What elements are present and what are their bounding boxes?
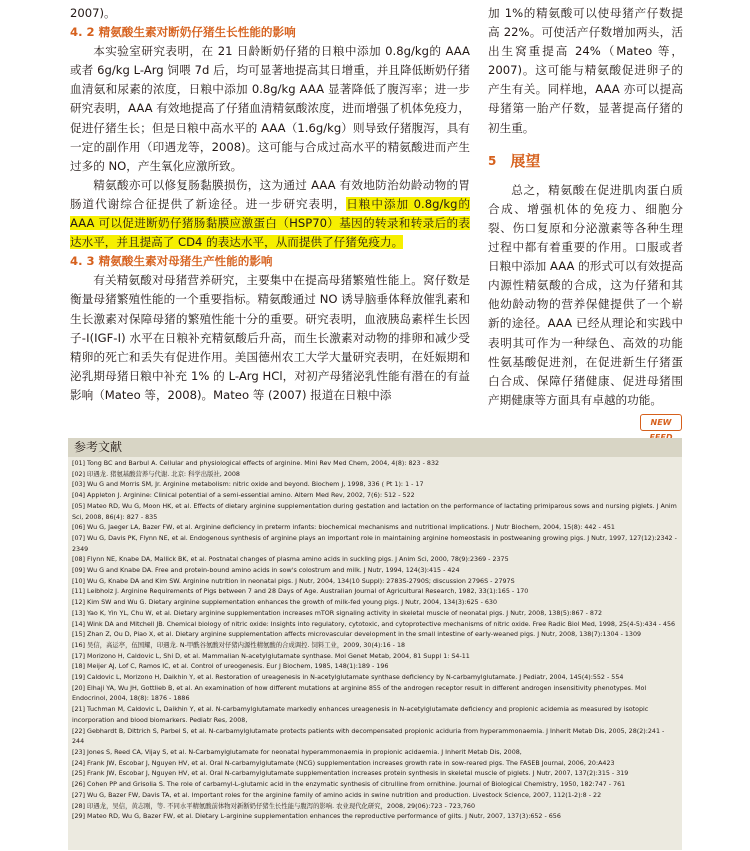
reference-item: [27] Wu G, Bazer FW, Davis TA, et al. Important roles for the arginine family of amino acids in swine nutrition and production. Livestock Science, 2007, 112(1-2):8 - 22 [72, 791, 602, 799]
reference-item: [26] Cohen PP and Grisolia S. The role of carbamyl-L-glutamic acid in the enzymatic synthesis of citrulline from ornithine. Journal of Biological Chemistry, 1950, 182:747 - 761 [72, 781, 626, 789]
section-5-title: 展望 [510, 151, 541, 170]
section-5-number: 5 [488, 153, 497, 168]
right-column [488, 4, 683, 410]
reference-item: [17] Morizono H, Caldovic L, Shi D, et al. Mammalian N-acetylglutamate synthase. Mol Genet Metab, 2004, 81 Suppl 1: S4-11 [72, 652, 470, 660]
reference-item: [24] Frank JW, Escobar J, Nguyen HV, et al. Oral N-carbamylglutamate (NCG) supplementation increases growth rate in sow-reared pigs. The FASEB Journal, 2006, 20:A423 [72, 759, 615, 767]
new-feed-logo: NEW [640, 414, 682, 431]
paragraph-right-2: 总之，精氨酸在促进肌肉蛋白质合成、增强机体的免疫力、细胞分裂、伤口复原和分泌激素等各种生理过程中都有着重要的作用。口服或者日粮中添加 AAA 的形式可以有效提高内源性精氨酸的合成，这为仔猪和其他幼龄动物的营养保健提供了一个崭新的途径。AAA 已经从理论和实践中表明其可作为一种绿色、高效的功能性氨基酸促进剂，在促进新生仔猪蛋白合成、保障仔猪健康、促进母猪围产期健康等方面具有卓越的功能。 [488, 182, 683, 407]
reference-item: [22] Gebhardt B, Dittrich S, Parbel S, et al. N-carbamylglutamate protects patients with decompensated propionic aciduria from hyperammonaemia. J Inherit Metab Dis, 2005, 28(2):241 - 244 [72, 727, 665, 746]
reference-item: [04] Appleton J. Arginine: Clinical potential of a semi-essential amino. Altern Med Rev, 2002, 7(6): 512 - 522 [72, 492, 415, 500]
reference-item: [28] 印遇龙，吴信，黄志刚，等. 不同水平精氨酸前体物对新断奶仔猪生长性能与腹泻的影响. 农业现代化研究，2008, 29(06):723 - 723,760 [72, 802, 475, 810]
references-list [68, 457, 682, 823]
reference-item: [20] Elhaji YA, Wu JH, Gottlieb B, et al. An examination of how different mutations at arginine 855 of the androgen receptor result in different androgen insensitivity phenotypes. Mol Endocrinol, 2004, 18(8): 1876 - 1886 [72, 684, 647, 703]
reference-item: [18] Meijer AJ, Lof C, Ramos IC, et al. Control of ureogenesis. Eur J Biochem, 1985, 148(1):189 - 196 [72, 663, 389, 671]
reference-item: [02] 印遇龙. 猪氨基酸营养与代谢. 北京: 科学出版社, 2008 [72, 470, 240, 478]
reference-item: [29] Mateo RD, Wu G, Bazer FW, et al. Dietary L-arginine supplementation enhances the reproductive performance of gilts. J Nutr, 2007, 137(3):652 - 656 [72, 813, 561, 821]
section-5-heading [488, 152, 683, 171]
section-4-3-heading: 4. 3 精氨酸生素对母猪生产性能的影响 [70, 254, 273, 269]
reference-item: [10] Wu G, Knabe DA and Kim SW. Arginine nutrition in neonatal pigs. J Nutr, 2004, 134(10 Suppl): 2783S-2790S; discussion 2796S - 2797S [72, 577, 515, 585]
reference-item: [15] Zhan Z, Ou D, Piao X, et al. Dietary arginine supplementation affects microvascular development in the small intestine of early-weaned pigs. J Nutr, 2008, 138(7):1304 - 1309 [72, 631, 642, 639]
reference-item: [23] Jones S, Reed CA, Vijay S, et al. N-Carbamylglutamate for neonatal hyperammonaemia in propionic acidaemia. J Inherit Metab Dis, 2008, [72, 748, 522, 756]
reference-item: [07] Wu G, Davis PK, Flynn NE, et al. Endogenous synthesis of arginine plays an important role in maintaining arginine homeostasis in postweaning growing pigs. J Nutr, 1997, 127(12):2342 - 2349 [72, 534, 677, 553]
reference-item: [25] Frank JW, Escobar J, Nguyen HV, et al. Oral N-carbamylglutamate supplementation increases protein synthesis in skeletal muscle of piglets. J Nutr, 2007, 137(2):315 - 319 [72, 770, 629, 778]
reference-item: [11] Leibholz J. Arginine Requirements of Pigs between 7 and 28 Days of Age. Australian Journal of Agricultural Research, 1982, 33(1):165 - 170 [72, 588, 529, 596]
references-title: 参考文献 [68, 438, 682, 457]
paragraph-4-2-a: 本实验室研究表明，在 21 日龄断奶仔猪的日粮中添加 0.8g/kg的 AAA 或者 6g/kg L-Arg 饲喂 7d 后，均可显著地提高其日增重，并且降低断奶仔猪血清氨和尿素的浓度，日粮中添加 0.8g/kg AAA 显著降低了腹泻率；进一步研究表明，AAA 有效地提高了仔猪血清精氨酸浓度，进而增强了机体免疫力，促进仔猪生长；但是日粮中高水平的 AAA（1.6g/kg）则导致仔猪腹泻，具有一定的副作用（印遇龙等，2008)。这可能与合成过高水平的精氨酸进而产生过多的 NO，产生氧化应激所致。 [70, 44, 470, 173]
references-box [68, 438, 682, 850]
reference-item: [09] Wu G and Knabe DA. Free and protein-bound amino acids in sow's colostrum and milk. J Nutr, 1994, 124(3):415 - 424 [72, 567, 460, 575]
paragraph-right-1: 加 1%的精氨酸可以使母猪产仔数提高 22%。可使活产仔数增加两头，活出生窝重提高 24%（Mateo 等，2007)。这可能与精氨酸促进卵子的产生有关。同样地，AAA 亦可以提高母猪第一胎产仔数，显著提高仔猪的初生重。 [488, 6, 683, 135]
reference-item: [21] Tuchman M, Caldovic L, Daikhin Y, et al. N-carbamylglutamate markedly enhances ureagenesis in N-acetylglutamate deficiency and propionic acidemia as measured by isotopic incorporation and blood biomarkers. Pediatr Res, 2008, [72, 706, 649, 724]
left-column [70, 4, 470, 405]
reference-item: [06] Wu G, Jaeger LA, Bazer FW, et al. Arginine deficiency in preterm infants: biochemical mechanisms and nutritional implications. J Nutr Biochem, 2004, 15(8): 442 - 451 [72, 524, 615, 532]
reference-item: [01] Tong BC and Barbul A. Cellular and physiological effects of arginine. Mini Rev Med Chem, 2004, 4(8): 823 - 832 [72, 460, 440, 467]
paragraph-4-2-b-text: 精氨酸亦可以修复肠黏膜损伤，这为通过 AAA 有效地防治幼龄动物的胃肠道代谢综合征提供了新途径。进一步研究表明， [70, 177, 470, 211]
reference-item: [13] Yao K, Yin YL, Chu W, et al. Dietary arginine supplementation increases mTOR signaling activity in skeletal muscle of neonatal pigs. J Nutr, 2008, 138(5):867 - 872 [72, 609, 603, 617]
top-line: 2007)。 [70, 6, 116, 20]
reference-item: [12] Kim SW and Wu G. Dietary arginine supplementation enhances the growth of milk-fed young pigs. J Nutr, 2004, 134(3):625 - 630 [72, 599, 498, 607]
reference-item: [08] Flynn NE, Knabe DA, Mallick BK, et al. Postnatal changes of plasma amino acids in suckling pigs. J Anim Sci, 2000, 78(9):2369 - 2375 [72, 556, 509, 564]
section-4-2-heading: 4. 2 精氨酸生素对断奶仔猪生长性能的影响 [70, 25, 296, 40]
reference-item: [14] Wink DA and Mitchell JB. Chemical biology of nitric oxide: Insights into regulatory, cytotoxic, and cytoprotective mechanisms of nitric oxide. Free Radic Biol Med, 1998, 25(4-5):434 - 456 [72, 620, 676, 628]
reference-item: [19] Caldovic L, Morizono H, Daikhin Y, et al. Restoration of ureagenesis in N-acetylglutamate synthase deficiency by N-carbamylglutamate. J Pediatr, 2004, 145(4):552 - 554 [72, 674, 624, 682]
paragraph-4-2-b [70, 176, 470, 252]
reference-item: [16] 吴信，高运亭，伍国耀，印遇龙. N-甲酰谷氨酸对仔猪内源性精氨酸的合成调控. 饲料工业，2009, 30(4):16 - 18 [72, 641, 406, 649]
highlighted-text: 日粮中添加 0.8g/kg的 AAA 可以促进断奶仔猪肠黏膜应激蛋白（HSP70）基因的转录和转录后的表达水平，并且提高了 CD4 的表达水平，从而提供了仔猪免疫力。 [70, 196, 470, 250]
paragraph-4-3: 有关精氨酸对母猪营养研究，主要集中在提高母猪繁殖性能上。窝仔数是衡量母猪繁殖性能的一个重要指标。精氨酸通过 NO 诱导脑垂体释放催乳素和生长激素对保障母猪的繁殖性能十分的重要。研究表明，血液胰岛素样生长因子-Ⅰ(IGF-Ⅰ) 水平在日粮补充精氨酸后升高，而生长激素对动物的排卵和减少受精卵的死亡和丢失有促进作用。美国德州农工大学大量研究表明，在妊娠期和泌乳期母猪日粮中补充 1% 的 L-Arg HCl，对初产母猪泌乳性能有潜在的有益影响（Mateo 等，2008)。Mateo 等 (2007) 报道在日粮中添 [70, 273, 470, 402]
reference-item: [05] Mateo RD, Wu G, Moon HK, et al. Effects of dietary arginine supplementation during gestation and lactation on the performance of lactating primiparous sows and nursing piglets. J Anim Sci, 2008, 86(4): 827 - 835 [72, 502, 677, 521]
reference-item: [03] Wu G and Morris SM, Jr. Arginine metabolism: nitric oxide and beyond. Biochem J, 1998, 336 ( Pt 1): 1 - 17 [72, 481, 424, 489]
